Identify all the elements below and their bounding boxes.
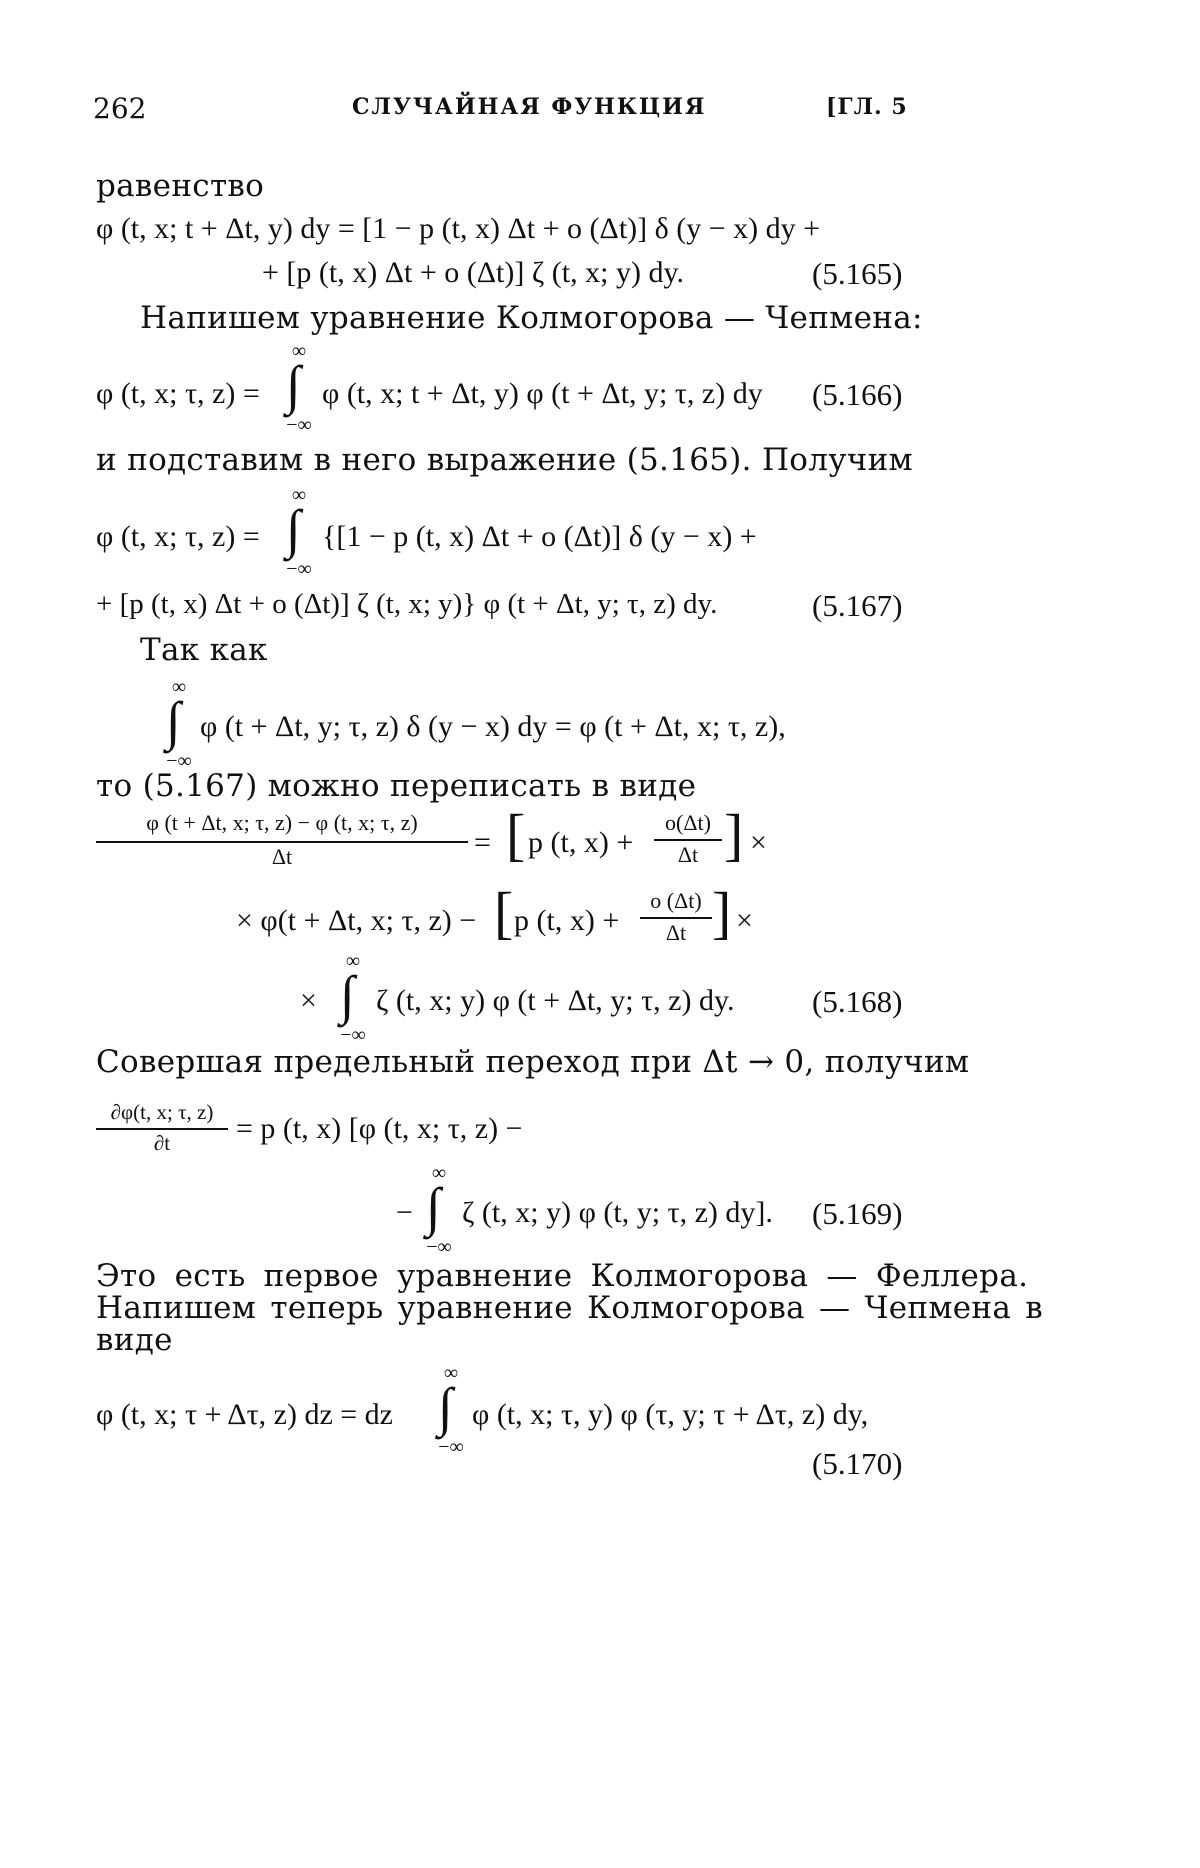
integral-sign-5-168: ∞ ∫ −∞ [340,950,366,1046]
eq-number-5-167: (5.167) [812,588,903,623]
eq-5-170-rhs: φ (t, x; τ, y) φ (τ, y; τ + Δτ, z) dy, [472,1398,869,1431]
eq-5-168-times-1: × [750,826,767,859]
text-tak-kak: Так как [140,632,268,668]
text-ravenstvo: равенство [96,168,265,204]
text-eto-est: Это есть первое уравнение Колмогорова — Феллера. [96,1258,1029,1294]
eq-5-168-main-fraction: φ (t + Δt, x; τ, z) − φ (t, x; τ, z) Δt [96,810,468,870]
eq-5-168-line3: ζ (t, x; y) φ (t + Δt, y; τ, z) dy. [376,984,735,1017]
eq-5-168-line2: × φ(t + Δt, x; τ, z) − [236,904,477,937]
integral-sign-5-170: ∞ ∫ −∞ [438,1362,464,1458]
text-podstavim: и подставим в него выражение (5.165). Получим [96,442,913,478]
eq-5-166-lhs: φ (t, x; τ, z) = [96,377,260,410]
eq-5-169-fraction: ∂φ(t, x; τ, z) ∂t [96,1100,228,1156]
running-title: СЛУЧАЙНАЯ ФУНКЦИЯ [352,94,707,120]
eq-number-5-169: (5.169) [812,1196,903,1231]
eq-5-168-times-2: × [736,904,753,937]
eq-5-165-line1: φ (t, x; t + Δt, y) dy = [1 − p (t, x) Δt + o (Δt)] δ (y − x) dy + [96,212,821,245]
eq-number-5-168: (5.168) [812,984,903,1019]
eq-5-166-rhs: φ (t, x; t + Δt, y) φ (t + Δt, y; τ, z) dy [322,377,763,410]
eq-5-167-line2: + [p (t, x) Δt + o (Δt)] ζ (t, x; y)} φ (t + Δt, y; τ, z) dy. [96,588,718,620]
eq-number-5-165: (5.165) [812,256,903,291]
eq-5-169-line2: ζ (t, x; y) φ (t, y; τ, z) dy]. [462,1196,773,1229]
eq-5-170-lhs: φ (t, x; τ + Δτ, z) dz = dz [96,1398,393,1431]
integral-sign-5-167: ∞ ∫ −∞ [286,484,312,580]
eq-delta-identity: φ (t + Δt, y; τ, z) δ (y − x) dy = φ (t + Δt, x; τ, z), [200,710,786,743]
text-napishem: Напишем уравнение Колмогорова — Чепмена: [140,300,923,336]
text-perepisat: то (5.167) можно переписать в виде [96,768,697,804]
text-sovershaya: Совершая предельный переход при Δt → 0, получим [96,1044,970,1080]
eq-5-168-lbracket-2: [ [494,880,514,945]
eq-5-168-rbracket-2: ] [712,880,732,945]
eq-5-168-lbracket-1: [ [506,802,526,867]
eq-5-167-line1: {[1 − p (t, x) Δt + o (Δt)] δ (y − x) + [322,520,757,553]
eq-5-165-line2: + [p (t, x) Δt + o (Δt)] ζ (t, x; y) dy. [262,256,684,289]
eq-5-169-line1: = p (t, x) [φ (t, x; τ, z) − [236,1112,523,1145]
integral-sign-delta: ∞ ∫ −∞ [166,676,192,772]
eq-5-169-minus: − [396,1196,413,1229]
eq-5-168-equals: = [474,826,491,859]
text-napishem-teper: Напишем теперь уравнение Колмогорова — Чепмена в [96,1290,1044,1326]
eq-5-167-lhs: φ (t, x; τ, z) = [96,520,260,553]
text-vide: виде [96,1322,173,1358]
chapter-label: [ГЛ. 5 [826,94,908,120]
eq-5-168-p-term: p (t, x) + [528,826,634,859]
eq-number-5-166: (5.166) [812,377,903,412]
eq-5-168-times-3: × [300,984,317,1017]
eq-number-5-170: (5.170) [812,1446,903,1481]
page-number: 262 [93,92,147,125]
eq-5-168-p-term-2: p (t, x) + [514,904,620,937]
integral-sign-5-166: ∞ ∫ −∞ [286,340,312,436]
integral-sign-5-169: ∞ ∫ −∞ [426,1162,452,1258]
eq-5-168-o-fraction-1: o(Δt) Δt [654,810,722,868]
eq-5-168-rbracket-1: ] [724,802,744,867]
eq-5-168-o-fraction-2: o (Δt) Δt [640,888,712,946]
